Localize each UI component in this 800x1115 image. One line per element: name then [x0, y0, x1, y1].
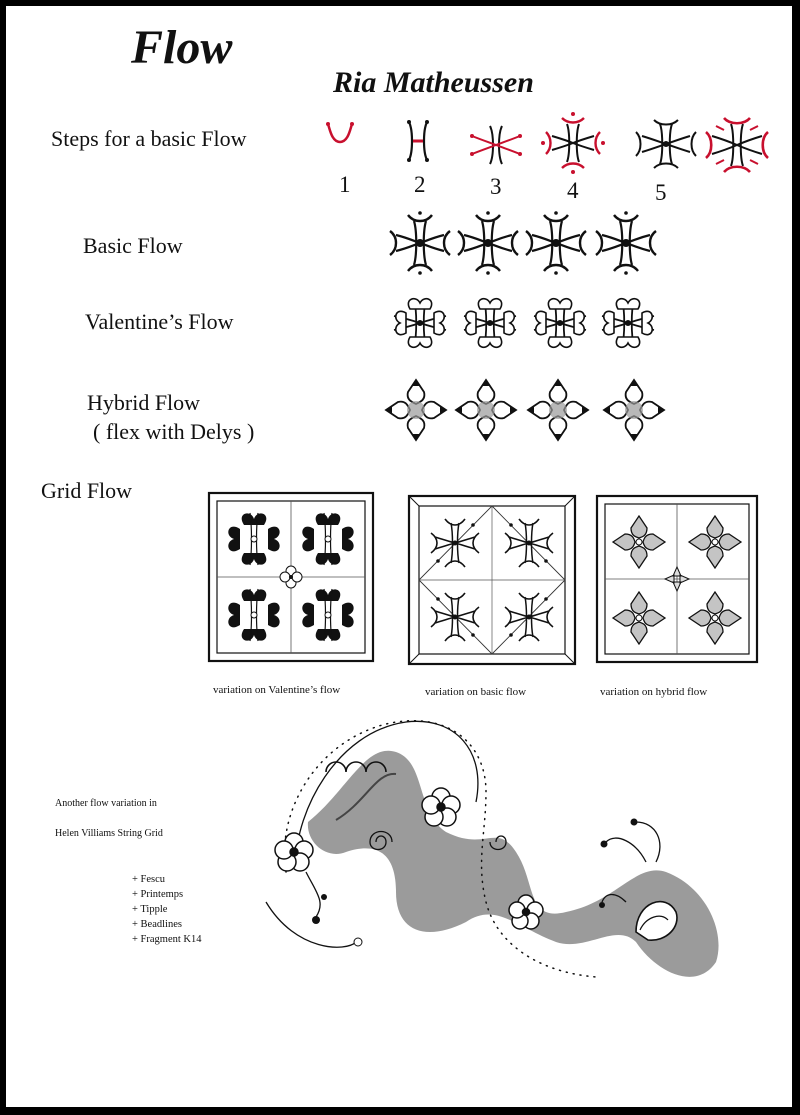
step-number-4: 4 — [567, 178, 579, 203]
variation-line-2: Helen Villiams String Grid — [55, 828, 163, 839]
step-number-1: 1 — [339, 172, 351, 197]
steps-label: Steps for a basic Flow — [51, 126, 247, 151]
page-title: Flow — [131, 21, 233, 74]
valentines-flow-label: Valentine’s Flow — [85, 309, 234, 334]
basic-flow-label: Basic Flow — [83, 233, 183, 258]
tangle-item: + Tipple — [132, 904, 168, 915]
step-4-drawing — [540, 110, 606, 176]
page — [6, 6, 792, 1107]
hybrid-flow-drawing — [378, 374, 674, 446]
hybrid-flow-label: Hybrid Flow — [87, 390, 201, 415]
hybrid-flow-note: ( flex with Delys ) — [93, 419, 255, 444]
step-number-5: 5 — [655, 180, 667, 205]
tangle-item: + Fragment K14 — [132, 934, 202, 945]
step-2-drawing — [403, 118, 433, 164]
step-5-drawing — [632, 114, 700, 174]
variation-line-1: Another flow variation in — [55, 798, 157, 809]
step-1-drawing — [324, 118, 360, 158]
step-number-2: 2 — [414, 172, 426, 197]
grid-hybrid-caption: variation on hybrid flow — [600, 686, 708, 698]
grid-basic-drawing — [407, 494, 577, 666]
step-5-red-drawing — [702, 112, 772, 178]
grid-valentine-caption: variation on Valentine’s flow — [213, 684, 341, 696]
basic-flow-drawing — [384, 210, 666, 276]
tangle-item: + Printemps — [132, 889, 184, 900]
step-number-3: 3 — [490, 174, 502, 199]
step-3-drawing — [468, 122, 524, 168]
flow-variation-drawing — [236, 702, 736, 1002]
tangle-list — [132, 872, 202, 947]
grid-basic-caption: variation on basic flow — [425, 686, 527, 698]
tangle-item: + Fescu — [132, 874, 166, 885]
grid-valentine-drawing — [207, 491, 375, 663]
grid-hybrid-drawing — [595, 494, 759, 664]
grid-flow-label: Grid Flow — [41, 478, 133, 503]
tangle-item: + Beadlines — [132, 919, 182, 930]
author-name: Ria Matheussen — [333, 66, 534, 99]
valentines-flow-drawing — [384, 290, 666, 356]
